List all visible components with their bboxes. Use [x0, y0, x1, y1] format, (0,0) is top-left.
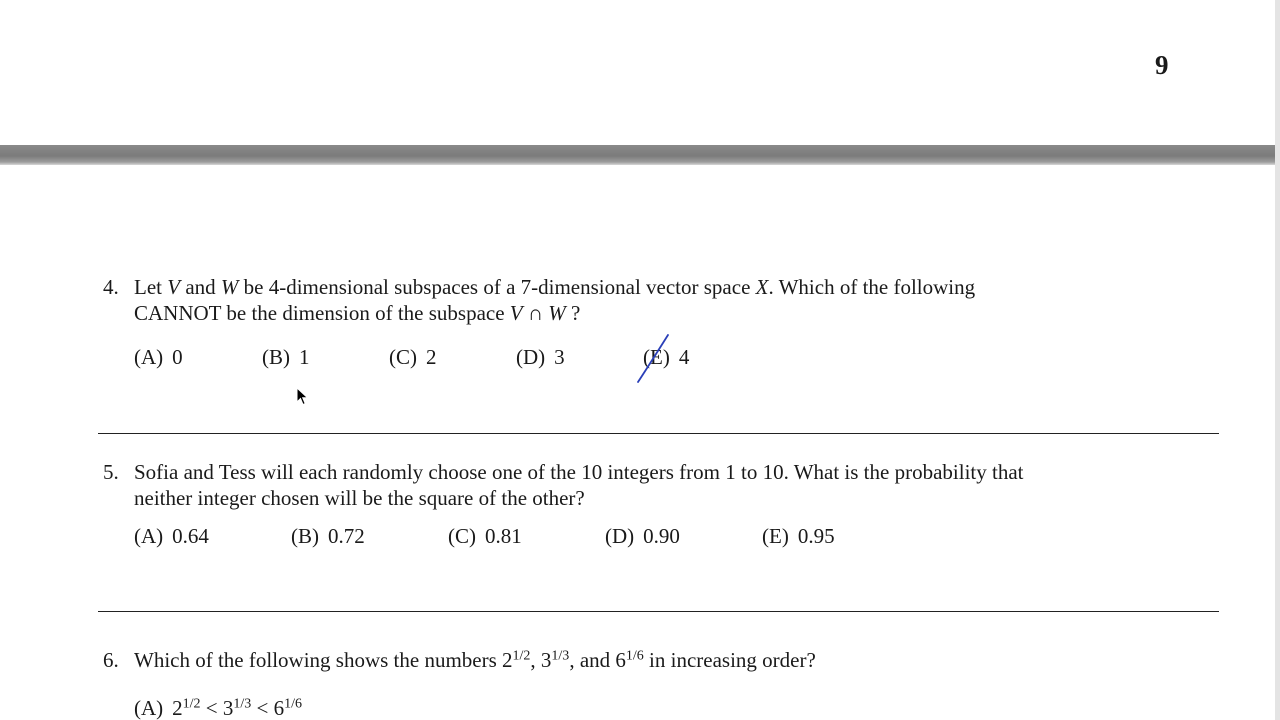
choice-4a[interactable]: [134, 345, 183, 370]
choice-letter: (D): [605, 524, 635, 548]
page-top: [0, 0, 1280, 145]
intersection-symbol: ∩: [522, 301, 549, 325]
page-separator: [0, 145, 1280, 165]
page-number: 9: [1155, 50, 1169, 80]
choice-5c[interactable]: [448, 524, 522, 549]
question-text-line: [134, 300, 975, 326]
base: 2: [172, 696, 183, 720]
choice-letter: (E): [643, 345, 670, 369]
base: 6: [273, 696, 285, 720]
text: ,: [530, 648, 541, 672]
viewer-scrollbar-track[interactable]: [1275, 0, 1280, 720]
choice-letter: (A): [134, 345, 164, 369]
question-number: 6.: [103, 648, 119, 672]
text: in increasing order?: [643, 648, 816, 672]
choice-letter: (C): [389, 345, 417, 369]
base: 3: [540, 648, 552, 672]
question-number: 4.: [103, 275, 119, 299]
base: 3: [222, 696, 234, 720]
base: 2: [502, 648, 513, 672]
choice-value: 0: [172, 345, 183, 369]
text: be 4-dimensional subspaces of a 7-dimensional vector space: [238, 275, 756, 299]
choice-5a[interactable]: [134, 524, 209, 549]
choice-letter: (A): [134, 524, 164, 548]
choice-value: 0.95: [797, 524, 835, 548]
choice-value: 0.90: [643, 524, 680, 548]
divider: [98, 611, 1219, 612]
choice-5e[interactable]: [762, 524, 835, 549]
text: ?: [565, 301, 581, 325]
choice-value: 0.64: [172, 524, 209, 548]
choice-value: 1: [299, 345, 310, 369]
exponent: 1/6: [625, 648, 644, 664]
choice-value: 0.81: [485, 524, 522, 548]
text: CANNOT be the dimension of the subspace: [134, 301, 510, 325]
question-text-line: [134, 647, 816, 673]
operator: <: [251, 696, 274, 720]
choice-6a[interactable]: [134, 696, 302, 720]
text: . Which of the following: [768, 275, 976, 299]
choice-letter: (E): [762, 524, 789, 548]
exponent: 1/2: [182, 696, 201, 712]
text: Let: [134, 275, 168, 299]
choice-5b[interactable]: [291, 524, 365, 549]
choice-4b[interactable]: [262, 345, 310, 370]
choice-value: 3: [554, 345, 565, 369]
variable: W: [548, 301, 566, 325]
variable: X: [755, 275, 769, 299]
question-text-line: [134, 274, 975, 300]
choice-value: 0.72: [328, 524, 365, 548]
question-4: [103, 274, 976, 326]
base: 6: [615, 648, 626, 672]
divider: [98, 433, 1219, 434]
operator: <: [200, 696, 223, 720]
question-5: [103, 459, 1024, 511]
text: Which of the following shows the numbers: [134, 648, 503, 672]
question-6: [103, 647, 816, 673]
choice-letter: (B): [262, 345, 290, 369]
choice-5d[interactable]: [605, 524, 680, 549]
choice-letter: (D): [516, 345, 546, 369]
exponent: 1/6: [284, 696, 303, 712]
text: and: [180, 275, 221, 299]
choice-letter: (C): [448, 524, 476, 548]
exponent: 1/3: [233, 696, 252, 712]
pen-strike-icon: [634, 332, 674, 384]
choice-letter: (A): [134, 696, 164, 720]
exponent: 1/3: [551, 648, 570, 664]
exponent: 1/2: [512, 648, 531, 664]
choice-4c[interactable]: [389, 345, 437, 370]
question-text-line: neither integer chosen will be the square of the other?: [134, 486, 585, 510]
text: , and: [569, 648, 616, 672]
arrow-cursor-icon: [296, 387, 310, 407]
question-number: 5.: [103, 460, 119, 484]
choice-value: 4: [678, 345, 690, 369]
question-text-line: Sofia and Tess will each randomly choose one of the 10 integers from 1 to 10. What is the probability that: [134, 460, 1024, 484]
variable: W: [220, 275, 239, 299]
choice-value: 2: [426, 345, 437, 369]
variable: V: [167, 275, 181, 299]
choice-4d[interactable]: [516, 345, 565, 370]
variable: V: [509, 301, 523, 325]
choice-letter: (B): [291, 524, 319, 548]
